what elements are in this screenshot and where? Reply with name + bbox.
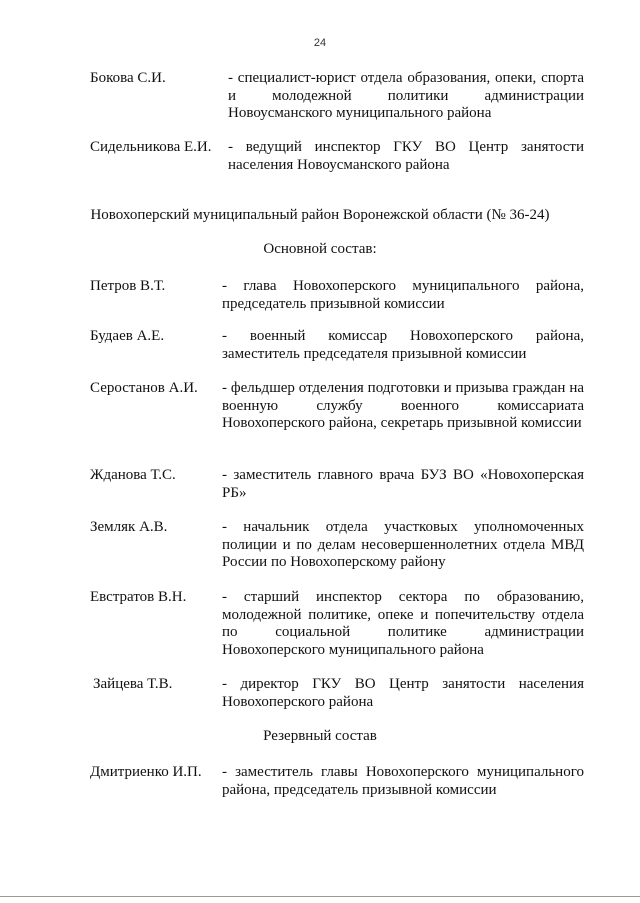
member-name: Жданова Т.С. — [90, 467, 176, 483]
member-name: Бокова С.И. — [90, 70, 166, 86]
member-role: - директор ГКУ ВО Центр занятости населения Новохоперского района — [222, 676, 584, 710]
member-name: Зайцева Т.В. — [93, 676, 173, 692]
scan-edge-divider — [0, 896, 640, 897]
member-name: Сидельникова Е.И. — [90, 139, 212, 155]
member-role: - ведущий инспектор ГКУ ВО Центр занятости населения Новоусманского района — [228, 139, 584, 173]
member-name: Земляк А.В. — [90, 519, 168, 535]
district-heading: Новохоперский муниципальный район Воронежской области (№ 36-24) — [90, 207, 550, 223]
member-name: Будаев А.Е. — [90, 328, 165, 344]
member-name: Дмитриенко И.П. — [90, 764, 202, 780]
member-name: Петров В.Т. — [90, 278, 166, 294]
main-composition-heading: Основной состав: — [263, 241, 377, 257]
member-role: - глава Новохоперского муниципального района, председатель призывной комиссии — [222, 278, 584, 312]
member-name: Евстратов В.Н. — [90, 589, 187, 605]
member-role: - военный комиссар Новохоперского района, заместитель председателя призывной комиссии — [222, 328, 584, 362]
member-role: - заместитель главного врача БУЗ ВО «Новохоперская РБ» — [222, 467, 584, 501]
page-number: 24 — [313, 37, 327, 49]
member-name: Серостанов А.И. — [90, 380, 198, 396]
member-role: - старший инспектор сектора по образованию, молодежной политике, опеке и попечительству отдела по социальной политике администрации Новохоперского муниципального района — [222, 589, 584, 658]
member-role: - фельдшер отделения подготовки и призыва граждан на военную службу военного комиссариата Новохоперского района, секретарь призывной комиссии — [222, 380, 584, 431]
member-role: - специалист-юрист отдела образования, опеки, спорта и молодежной политики администрации Новоусманского муниципального района — [228, 70, 584, 121]
reserve-composition-heading: Резервный состав — [263, 728, 377, 744]
member-role: - заместитель главы Новохоперского муниципального района, председатель призывной комиссии — [222, 764, 584, 798]
member-role: - начальник отдела участковых уполномоченных полиции и по делам несовершеннолетних отдела МВД России по Новохоперскому району — [222, 519, 584, 570]
